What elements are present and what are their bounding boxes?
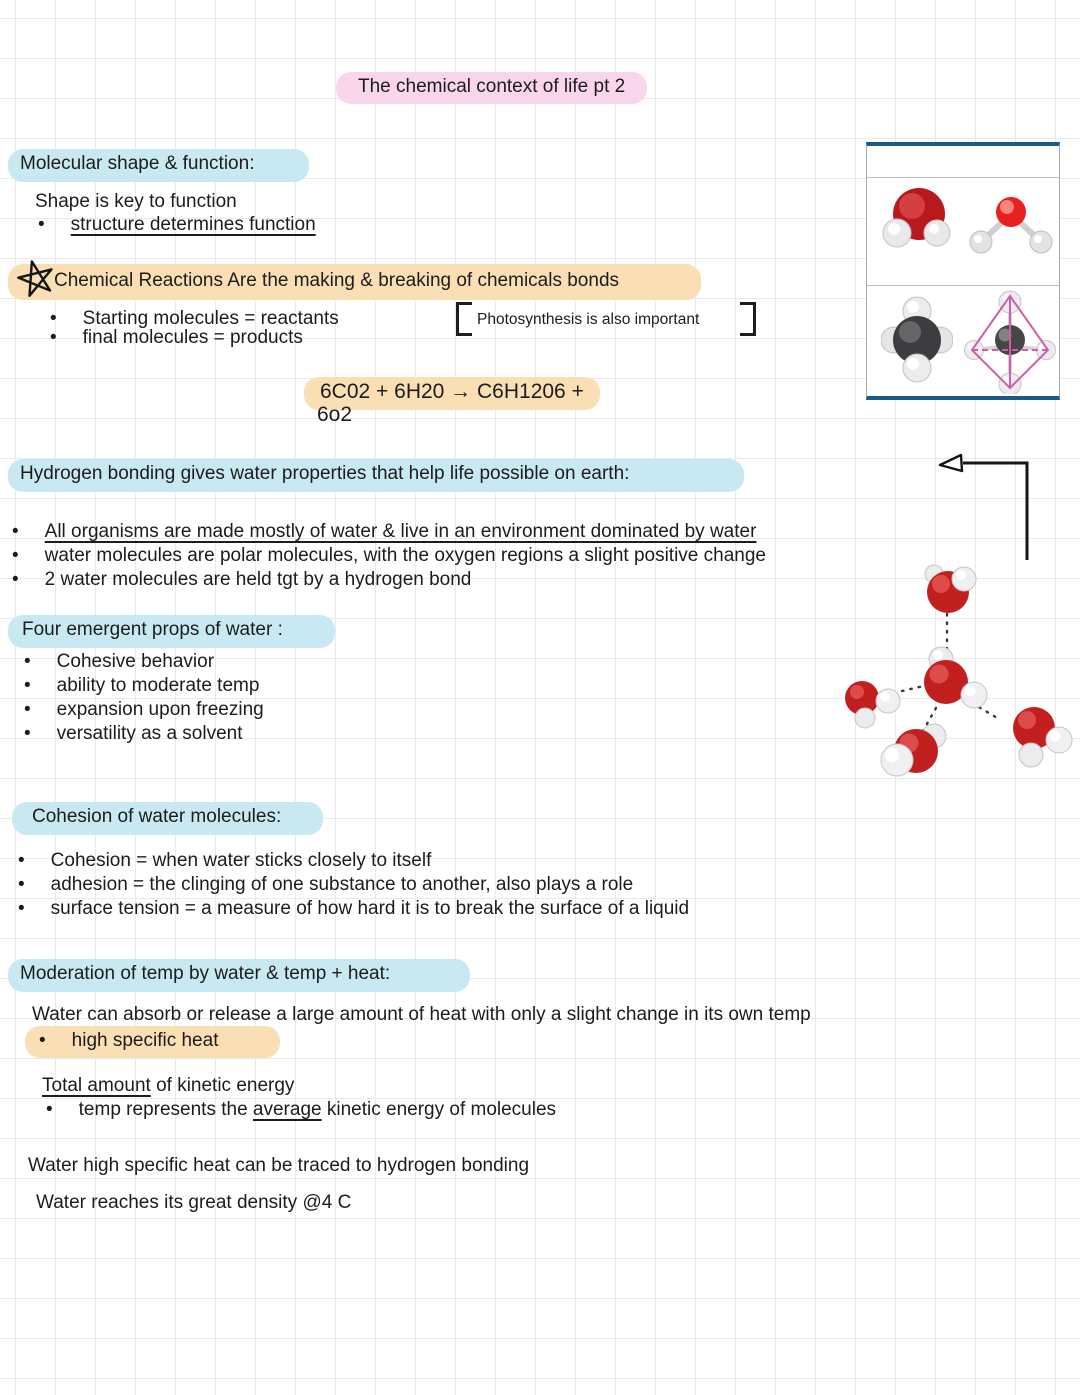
list-item: • high specific heat bbox=[39, 1029, 218, 1052]
cohesion-bullet-2: • adhesion = the clinging of one substance to another, also plays a role bbox=[50, 874, 634, 895]
list-item bbox=[50, 309, 339, 329]
kinetic-energy-line: Total amount of kinetic energy bbox=[42, 1075, 295, 1096]
heading-chemical-reactions: Chemical Reactions Are the making & breaking of chemicals bonds bbox=[8, 264, 701, 300]
water-models-row bbox=[867, 178, 1059, 286]
photosynthesis-equation-line2: 6o2 bbox=[317, 403, 353, 426]
methane-tetrahedral-model-icon bbox=[963, 288, 1057, 394]
molecule-reference-panel bbox=[866, 142, 1060, 400]
heading-moderation: Moderation of temp by water & temp + heat: bbox=[8, 959, 470, 992]
reactants-bullet: • Starting molecules = reactants bbox=[82, 308, 339, 329]
cohesion-bullet-3: • surface tension = a measure of how hard it is to break the surface of a liquid bbox=[50, 898, 690, 919]
list-item bbox=[18, 849, 431, 872]
page-title: The chemical context of life pt 2 bbox=[336, 72, 647, 104]
elbow-arrow-icon bbox=[933, 448, 1035, 562]
prop-bullet-4: • versatility as a solvent bbox=[56, 723, 243, 744]
heading-hydrogen-bonding: Hydrogen bonding gives water properties that help life possible on earth: bbox=[8, 459, 744, 492]
water-space-filling-model-icon bbox=[879, 184, 957, 260]
hb-bullet-2: • water molecules are polar molecules, with the oxygen regions a slight positive change bbox=[44, 545, 766, 566]
heading-cohesion: Cohesion of water molecules: bbox=[12, 802, 323, 835]
list-item bbox=[24, 674, 259, 697]
closing-line-2: Water reaches its great density @4 C bbox=[36, 1192, 352, 1213]
photosynthesis-equation-line1: 6C02 + 6H20 → C6H1206 + bbox=[304, 377, 600, 410]
water-hydrogen-bond-diagram bbox=[840, 552, 1080, 784]
methane-models-row bbox=[867, 286, 1059, 394]
left-bracket-icon bbox=[456, 302, 472, 336]
heading-molecular-shape: Molecular shape & function: bbox=[8, 149, 309, 182]
panel-empty-strip bbox=[867, 146, 1059, 178]
cohesion-bullet-1: • Cohesion = when water sticks closely to itself bbox=[50, 850, 432, 871]
star-doodle-icon bbox=[13, 257, 59, 301]
list-item bbox=[12, 544, 766, 567]
methane-space-filling-model-icon bbox=[881, 296, 953, 384]
list-item bbox=[18, 897, 689, 920]
prop-bullet-1: • Cohesive behavior bbox=[56, 651, 215, 672]
products-bullet: • final molecules = products bbox=[82, 327, 303, 348]
photosynthesis-note: Photosynthesis is also important bbox=[477, 311, 700, 328]
molecular-shape-intro: Shape is key to function bbox=[35, 191, 237, 212]
heading-four-props: Four emergent props of water : bbox=[8, 615, 335, 648]
hb-bullet-3: • 2 water molecules are held tgt by a hydrogen bond bbox=[44, 569, 472, 590]
high-specific-heat-bullet bbox=[25, 1026, 280, 1058]
prop-bullet-2: • ability to moderate temp bbox=[56, 675, 260, 696]
list-item bbox=[18, 873, 633, 896]
closing-line-1: Water high specific heat can be traced to hydrogen bonding bbox=[28, 1155, 530, 1176]
list-item bbox=[12, 520, 756, 543]
hb-bullet-1: • All organisms are made mostly of water & live in an environment dominated by water bbox=[44, 521, 757, 542]
list-item bbox=[24, 650, 214, 673]
water-ball-and-stick-model-icon bbox=[969, 196, 1053, 256]
molecular-shape-bullet: • structure determines function bbox=[70, 214, 316, 235]
prop-bullet-3: • expansion upon freezing bbox=[56, 699, 264, 720]
list-item bbox=[50, 328, 303, 348]
temp-average-line: • temp represents the average kinetic energy of molecules bbox=[78, 1099, 557, 1120]
list-item bbox=[46, 1098, 556, 1121]
list-item bbox=[38, 213, 316, 236]
list-item bbox=[24, 698, 264, 721]
right-bracket-icon bbox=[740, 302, 756, 336]
list-item bbox=[24, 722, 243, 745]
moderation-intro: Water can absorb or release a large amount of heat with only a slight change in its own temp bbox=[32, 1004, 811, 1025]
list-item bbox=[12, 568, 471, 591]
